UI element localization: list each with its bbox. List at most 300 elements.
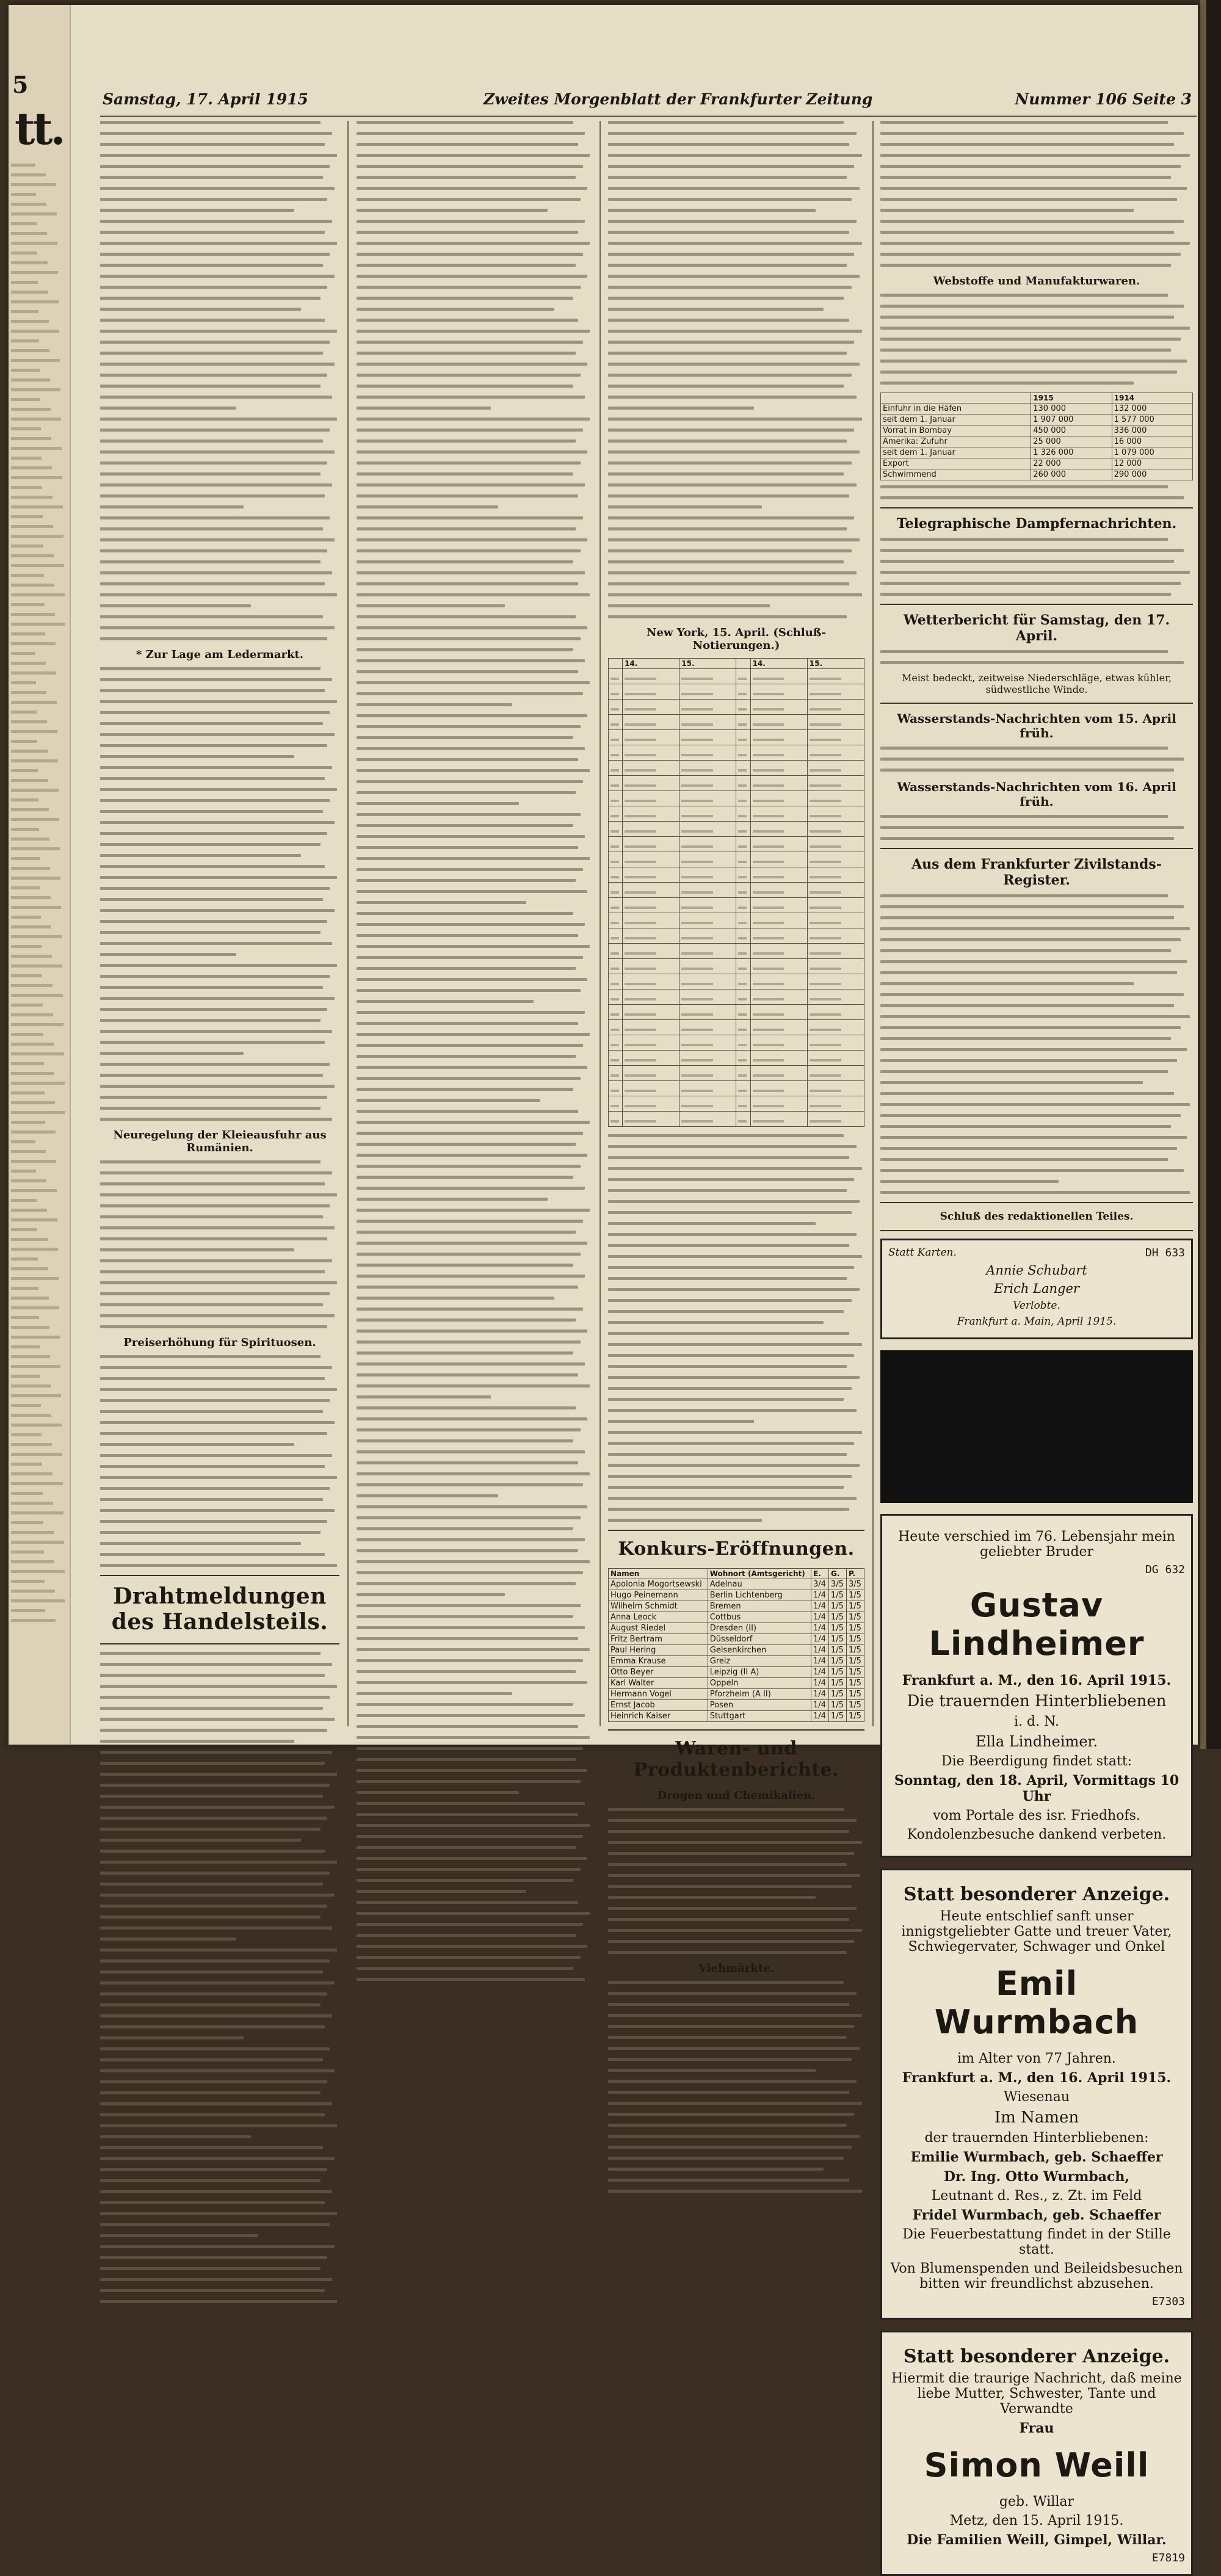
table-cell: [679, 974, 736, 990]
text-line: [100, 363, 335, 366]
text-line: [608, 330, 862, 333]
table-cell: [750, 928, 807, 944]
text-line: [100, 2278, 332, 2281]
text-line: [100, 799, 330, 802]
text-line: [357, 901, 526, 904]
edge-line: [11, 955, 52, 958]
table-header: [881, 393, 1031, 403]
table-cell: [623, 837, 679, 852]
edge-line: [11, 164, 35, 167]
text-line: [357, 1176, 573, 1179]
text-line: [357, 978, 587, 981]
text-line: [608, 1519, 762, 1522]
text-block: [357, 121, 592, 1981]
text-line: [357, 659, 585, 662]
text-line: [357, 1681, 587, 1684]
table-cell: [623, 1035, 679, 1051]
edge-line: [11, 847, 60, 850]
text-line: [100, 1215, 323, 1218]
text-line: [100, 505, 244, 508]
edge-line: [11, 681, 36, 684]
text-block: [608, 1134, 864, 1522]
text-line: [880, 1136, 1187, 1139]
table-cell: 1/5: [846, 1634, 864, 1645]
edge-line: [11, 1004, 43, 1007]
table-cell: [750, 730, 807, 745]
text-line: [357, 242, 590, 245]
table-cell: [807, 959, 864, 974]
text-line: [100, 1443, 294, 1446]
text-line: [608, 2102, 862, 2105]
text-block: [880, 650, 1193, 664]
table-cell: [679, 913, 736, 928]
text-line: [100, 560, 321, 563]
table-cell: [679, 1005, 736, 1020]
table-cell: 1/4: [811, 1700, 829, 1711]
table-cell: 1/5: [828, 1634, 846, 1645]
text-line: [880, 1059, 1177, 1062]
table-cell: [609, 1005, 623, 1020]
table-cell: Pforzheim (A II): [708, 1689, 811, 1700]
text-line: [357, 703, 512, 706]
table-cell: [750, 776, 807, 791]
text-block: [608, 121, 864, 618]
table-row: [609, 959, 864, 974]
table-cell: 1/5: [828, 1667, 846, 1678]
table-cell: 1/5: [846, 1656, 864, 1667]
edge-line: [11, 662, 46, 665]
column-4: [880, 121, 1193, 2564]
table-row: [609, 791, 864, 806]
text-line: [357, 1692, 512, 1695]
table-cell: [679, 944, 736, 959]
text-line: [100, 626, 335, 629]
table-cell: [736, 700, 750, 715]
edge-line: [11, 1287, 38, 1290]
table-cell: [750, 867, 807, 883]
edge-line: [11, 1228, 37, 1231]
edge-line: [11, 183, 56, 186]
table-cell: [736, 822, 750, 837]
table-cell: [750, 745, 807, 761]
text-line: [357, 1286, 578, 1289]
text-line: [880, 549, 1184, 552]
text-line: [880, 582, 1181, 585]
table-cell: [736, 959, 750, 974]
text-line: [608, 1266, 854, 1269]
text-line: [357, 1110, 578, 1113]
table-cell: [679, 883, 736, 898]
text-line: [100, 2014, 332, 2017]
text-line: [608, 319, 849, 322]
table-cell: Oppeln: [708, 1678, 811, 1689]
text-line: [100, 2223, 330, 2226]
edge-line: [11, 281, 38, 284]
text-line: [357, 1198, 548, 1201]
table-row: [609, 990, 864, 1005]
text-line: [357, 1384, 590, 1387]
table-cell: 1/5: [828, 1689, 846, 1700]
table-row: [881, 458, 1193, 469]
page-header: [100, 87, 1197, 117]
table-cell: [609, 974, 623, 990]
table-cell: [736, 928, 750, 944]
table-cell: 1/4: [811, 1656, 829, 1667]
text-line: [880, 927, 1190, 930]
text-line: [100, 1663, 332, 1666]
text-line: [357, 275, 587, 278]
text-line: [357, 1264, 573, 1267]
text-line: [100, 2135, 251, 2138]
text-line: [357, 440, 576, 443]
text-line: [880, 571, 1190, 574]
text-line: [100, 700, 337, 703]
text-line: [100, 755, 294, 758]
text-line: [357, 791, 576, 794]
table-cell: Heinrich Kaiser: [609, 1711, 708, 1722]
table-cell: Emma Krause: [609, 1656, 708, 1667]
table-cell: Gelsenkirchen: [708, 1645, 811, 1656]
text-block: [100, 121, 339, 640]
text-line: [100, 2190, 332, 2193]
table-cell: [679, 822, 736, 837]
table-cell: [679, 791, 736, 806]
table-cell: [750, 959, 807, 974]
weather-forecast: Meist bedeckt, zeitweise Niederschläge, etwas kühler, südwestliche Winde.: [901, 672, 1172, 695]
edge-line: [11, 1218, 57, 1221]
column-rule: [600, 121, 601, 1726]
obituary-weill: [880, 2331, 1193, 2576]
table-cell: [623, 1020, 679, 1035]
text-line: [357, 1297, 554, 1300]
text-line: [880, 593, 1171, 596]
edge-line: [11, 1541, 64, 1544]
text-line: [100, 1828, 321, 1831]
table-cell: [807, 822, 864, 837]
text-line: [100, 1118, 332, 1121]
edge-line: [11, 212, 57, 215]
text-line: [357, 1187, 585, 1190]
table-cell: [623, 822, 679, 837]
table-row: [609, 1051, 864, 1066]
text-line: [608, 582, 849, 585]
table-cell: 1 907 000: [1031, 414, 1112, 425]
text-line: [357, 132, 585, 135]
table-cell: [750, 913, 807, 928]
table-cell: 290 000: [1112, 469, 1192, 480]
table-cell: [736, 837, 750, 852]
edge-line: [11, 1599, 65, 1602]
table-cell: Greiz: [708, 1656, 811, 1667]
telegraph-title: Telegraphische Dampfernachrichten.: [896, 516, 1177, 532]
text-line: [100, 2047, 330, 2050]
text-line: [357, 1890, 526, 1893]
edge-line: [11, 867, 50, 870]
edge-line: [11, 1345, 40, 1348]
text-line: [608, 132, 857, 135]
text-line: [357, 165, 583, 168]
text-line: [100, 637, 327, 640]
edge-line: [11, 271, 58, 274]
text-line: [608, 472, 844, 476]
text-line: [100, 1432, 327, 1435]
edge-line: [11, 369, 40, 372]
text-line: [357, 813, 581, 816]
register-title: Aus dem Frankfurter Zivilstands-Register.: [911, 856, 1162, 888]
text-line: [100, 2146, 323, 2149]
text-line: [608, 1464, 860, 1467]
table-cell: [623, 776, 679, 791]
text-line: [608, 1365, 847, 1368]
text-line: [357, 714, 587, 717]
edge-line: [11, 173, 46, 176]
table-cell: 1/5: [846, 1612, 864, 1623]
text-line: [880, 305, 1184, 308]
text-line: [608, 2014, 862, 2017]
text-line: [880, 253, 1181, 256]
table-cell: [750, 898, 807, 913]
text-line: [608, 1907, 857, 1910]
table-cell: [679, 852, 736, 867]
text-line: [100, 1553, 325, 1556]
heading-spirituosen: Preiserhöhung für Spirituosen.: [123, 1336, 316, 1349]
text-line: [357, 780, 583, 783]
text-line: [357, 736, 573, 739]
table-cell: [609, 898, 623, 913]
webstoffe-title: Webstoffe und Manufakturwaren.: [933, 275, 1140, 288]
obit-place-2: Wiesenau: [1003, 2089, 1070, 2105]
text-line: [100, 1063, 330, 1066]
text-line: [100, 1160, 321, 1163]
table-cell: Hermann Vogel: [609, 1689, 708, 1700]
table-row: [609, 761, 864, 776]
table-cell: 1/5: [846, 1623, 864, 1634]
edge-line: [11, 1023, 63, 1026]
text-line: [357, 363, 587, 366]
table-cell: [807, 1020, 864, 1035]
text-line: [100, 440, 323, 443]
text-line: [608, 440, 847, 443]
table-cell: [679, 990, 736, 1005]
table-row: [881, 414, 1193, 425]
edge-line: [11, 593, 65, 596]
text-line: [357, 1143, 576, 1146]
edge-line: [11, 1463, 42, 1466]
text-line: [608, 1200, 860, 1203]
text-block: [100, 1160, 339, 1328]
edge-line: [11, 720, 47, 723]
table-cell: 3/5: [846, 1579, 864, 1590]
text-line: [357, 879, 576, 882]
edge-line: [11, 554, 54, 557]
text-line: [357, 868, 583, 871]
table-header: 1915: [1031, 393, 1112, 403]
text-line: [880, 176, 1171, 179]
table-cell: [679, 959, 736, 974]
obit-families: Die Familien Weill, Gimpel, Willar.: [907, 2532, 1167, 2548]
table-cell: [609, 700, 623, 715]
table-cell: [807, 745, 864, 761]
edge-line: [11, 1316, 39, 1319]
edge-line: [11, 1277, 59, 1280]
text-line: [100, 1193, 337, 1196]
text-line: [357, 176, 576, 179]
table-cell: [609, 1020, 623, 1035]
edge-line: [11, 945, 42, 948]
edge-line: [11, 300, 59, 303]
text-line: [608, 396, 857, 399]
obit-name: Gustav Lindheimer: [929, 1586, 1145, 1663]
table-cell: [609, 806, 623, 822]
table-cell: [609, 1112, 623, 1127]
text-line: [357, 1923, 583, 1926]
text-line: [880, 1004, 1174, 1007]
edge-line: [11, 984, 53, 987]
table-cell: [679, 928, 736, 944]
text-line: [357, 1615, 573, 1618]
edge-line: [11, 1140, 35, 1143]
edge-line: [11, 359, 60, 362]
text-line: [608, 1830, 849, 1833]
table-cell: 1/5: [828, 1601, 846, 1612]
text-line: [100, 2058, 323, 2061]
text-line: [880, 815, 1168, 818]
text-line: [357, 1791, 519, 1794]
text-line: [608, 560, 844, 563]
table-row: [609, 1711, 864, 1722]
table-cell: [736, 913, 750, 928]
table-cell: 1/5: [828, 1656, 846, 1667]
table-cell: [679, 898, 736, 913]
edge-line: [11, 779, 48, 782]
table-cell: Schwimmend: [881, 469, 1031, 480]
text-line: [100, 854, 301, 857]
table-cell: [609, 822, 623, 837]
text-line: [100, 2113, 325, 2116]
table-cell: [623, 669, 679, 684]
text-line: [100, 2300, 337, 2303]
table-cell: [679, 700, 736, 715]
table-cell: [609, 928, 623, 944]
header-edition: Zweites Morgenblatt der Frankfurter Zeitung: [484, 90, 873, 108]
table-cell: Dresden (II): [708, 1623, 811, 1634]
edge-line: [11, 798, 38, 801]
table-cell: [679, 776, 736, 791]
text-line: [100, 1762, 325, 1765]
text-line: [608, 187, 860, 190]
text-line: [100, 1052, 244, 1055]
table-cell: 1/4: [811, 1689, 829, 1700]
text-block: [880, 815, 1193, 840]
text-line: [357, 725, 581, 728]
text-line: [357, 308, 554, 311]
text-line: [880, 1048, 1187, 1051]
text-block: [880, 894, 1193, 1194]
table-row: [609, 700, 864, 715]
text-line: [880, 143, 1174, 146]
edge-line: [11, 1472, 53, 1475]
table-cell: [609, 944, 623, 959]
table-cell: [736, 715, 750, 730]
notice-status: Verlobte.: [1013, 1300, 1060, 1312]
text-line: [100, 2234, 258, 2237]
edge-line: [11, 222, 37, 225]
text-line: [357, 516, 583, 519]
text-line: [357, 407, 491, 410]
text-line: [608, 538, 860, 541]
obit-intro: Heute verschied im 76. Lebensjahr mein geliebter Bruder: [898, 1529, 1175, 1560]
table-cell: [623, 852, 679, 867]
table-cell: [736, 852, 750, 867]
table-cell: 1/4: [811, 1623, 829, 1634]
table-cell: 1/5: [828, 1678, 846, 1689]
text-line: [100, 744, 327, 747]
table-cell: 1/5: [828, 1590, 846, 1601]
table-cell: [679, 1020, 736, 1035]
text-line: [100, 1894, 335, 1897]
text-line: [608, 165, 854, 168]
table-cell: [736, 1005, 750, 1020]
text-line: [100, 1872, 330, 1875]
edge-line: [11, 1043, 54, 1046]
edge-line: [11, 740, 37, 743]
text-line: [880, 1070, 1168, 1073]
text-line: [608, 1189, 847, 1192]
table-cell: [736, 1096, 750, 1112]
table-cell: 1/4: [811, 1711, 829, 1722]
table-cell: [807, 1081, 864, 1096]
text-line: [100, 516, 330, 519]
text-line: [608, 593, 862, 596]
table-cell: Otto Beyer: [609, 1667, 708, 1678]
table-cell: [807, 700, 864, 715]
text-line: [608, 264, 847, 267]
text-line: [608, 1951, 847, 1954]
table-header: 14.: [750, 659, 807, 669]
table-cell: [750, 990, 807, 1005]
text-line: [100, 1303, 323, 1306]
table-cell: Apolonia Mogortsewski: [609, 1579, 708, 1590]
table-cell: [736, 806, 750, 822]
text-line: [357, 1758, 576, 1761]
table-cell: Einfuhr in die Häfen: [881, 403, 1031, 414]
table-cell: 22 000: [1031, 458, 1112, 469]
text-line: [357, 1132, 583, 1135]
text-line: [357, 187, 587, 190]
edge-line: [11, 1062, 44, 1065]
table-row: [609, 745, 864, 761]
edge-line: [11, 759, 58, 762]
edge-line: [11, 1511, 63, 1514]
text-line: [100, 264, 323, 267]
text-line: [100, 187, 335, 190]
table-cell: Berlin Lichtenberg: [708, 1590, 811, 1601]
obit-funeral-2: Von Blumenspenden und Beileidsbesuchen bitten wir freundlichst abzusehen.: [890, 2261, 1183, 2292]
text-line: [357, 429, 583, 432]
previous-page-edge: [9, 5, 71, 1745]
text-line: [608, 1409, 857, 1412]
text-line: [357, 1604, 581, 1607]
text-line: [608, 154, 862, 157]
waren-title: Waren- und Produktenberichte.: [633, 1738, 839, 1781]
obit-person-2: Dr. Ing. Otto Wurmbach,: [943, 2169, 1130, 2185]
text-line: [100, 1806, 335, 1809]
table-cell: 1/5: [846, 1590, 864, 1601]
text-line: [608, 1896, 816, 1899]
obit-burial-3: vom Portale des isr. Friedhofs.: [933, 1808, 1140, 1823]
table-cell: [679, 669, 736, 684]
text-block: [100, 1355, 339, 1567]
